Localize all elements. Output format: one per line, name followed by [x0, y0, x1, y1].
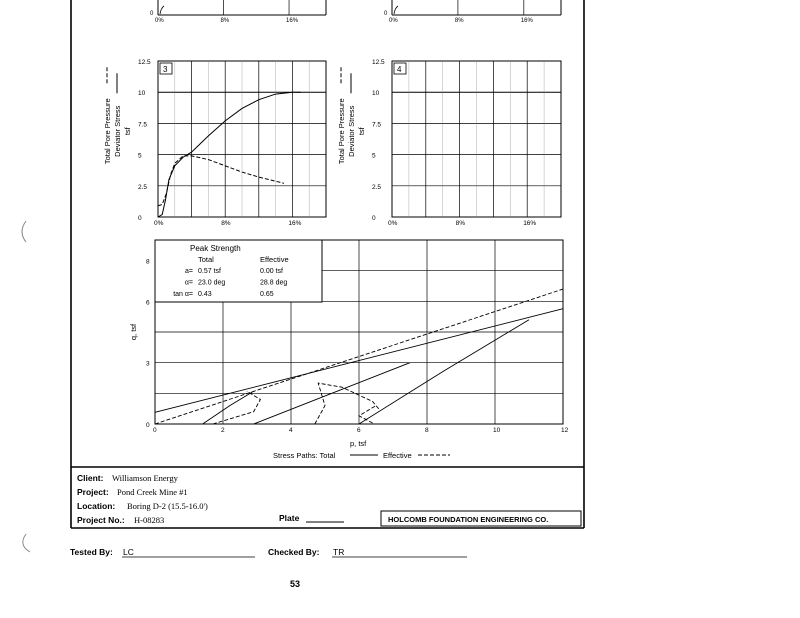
- x-tick-label: 8%: [455, 220, 466, 227]
- y-tick-label: 10: [138, 90, 146, 98]
- plate-label: Plate: [279, 513, 300, 523]
- x-tick-label: 0%: [388, 220, 398, 227]
- tested-by-value: LC: [123, 547, 134, 557]
- scan-mark: [22, 221, 26, 242]
- peak-strength-col-effective: Effective: [260, 255, 289, 264]
- top-panel-x-tick: 16%: [286, 18, 299, 24]
- scan-marks: [22, 221, 30, 552]
- x-tick-label: 0: [153, 427, 157, 434]
- y-tick-label: 0: [372, 215, 376, 222]
- y-tick-label: 10: [372, 90, 380, 98]
- peak-strength-row-effective: 0.00 tsf: [260, 268, 283, 275]
- top-panel-y-zero: 0: [384, 11, 388, 17]
- y-tick-label: 6: [146, 299, 150, 307]
- scan-mark: [23, 534, 30, 552]
- y-tick-label: 7.5: [372, 121, 382, 129]
- peak-strength-row-total: 0.43: [198, 291, 212, 298]
- x-tick-label: 16%: [288, 220, 302, 227]
- y-axis-label-pore: Total Pore Pressure: [337, 98, 346, 165]
- top-panels: [150, 0, 561, 24]
- x-tick-label: 8: [425, 427, 429, 434]
- company-name: HOLCOMB FOUNDATION ENGINEERING CO.: [388, 515, 549, 524]
- y-tick-label: 3: [146, 360, 150, 368]
- peak-strength-row-label: a=: [185, 268, 193, 275]
- top-panel-x-tick: 0%: [389, 18, 398, 24]
- stress-path-chart: [129, 240, 569, 460]
- info-block: [77, 473, 581, 526]
- page-number: 53: [290, 579, 301, 589]
- peak-strength-row-label: α=: [184, 279, 193, 287]
- peak-strength-row-label: tan α=: [173, 291, 193, 298]
- info-value: H-08283: [134, 515, 165, 525]
- checked-by-value: TR: [333, 547, 345, 557]
- y-tick-label: 5: [138, 152, 142, 160]
- peak-strength-row-total: 23.0 deg: [198, 279, 226, 287]
- peak-strength-title: Peak Strength: [190, 244, 241, 253]
- info-label: Project:: [77, 487, 109, 497]
- peak-strength-col-total: Total: [198, 255, 214, 264]
- y-axis-label-unit: tsf: [357, 127, 366, 136]
- y-tick-label: 7.5: [138, 121, 148, 129]
- info-label: Location:: [77, 501, 116, 511]
- stress-path-dashed: [315, 383, 380, 424]
- x-tick-label: 0%: [154, 220, 164, 227]
- y-tick-label: 2.5: [138, 183, 148, 191]
- peak-strength-row-effective: 0.65: [260, 291, 274, 298]
- peak-strength-row-total: 0.57 tsf: [198, 268, 221, 275]
- top-panel-x-tick: 0%: [155, 18, 164, 24]
- top-panel-x-tick: 8%: [220, 18, 230, 24]
- y-axis-label: q, tsf: [129, 323, 138, 341]
- y-tick-label: 8: [146, 258, 150, 266]
- y-tick-label: 2.5: [372, 183, 382, 191]
- x-tick-label: 8%: [221, 220, 231, 227]
- x-axis-label: p, tsf: [350, 439, 367, 448]
- checked-by-label: Checked By:: [268, 547, 320, 557]
- y-tick-label: 5: [372, 152, 376, 160]
- panel-tag-text: 3: [163, 65, 168, 74]
- info-value: Pond Creek Mine #1: [117, 487, 188, 497]
- y-tick-label: 12.5: [372, 59, 385, 66]
- x-tick-label: 16%: [523, 220, 537, 227]
- legend-effective-text: Effective: [383, 451, 412, 460]
- peak-strength-row-effective: 28.8 deg: [260, 279, 288, 287]
- y-axis-label-unit: tsf: [123, 127, 132, 136]
- info-label: Client:: [77, 473, 104, 483]
- y-axis-label-pore: Total Pore Pressure: [103, 98, 112, 165]
- stress-path-solid: [359, 320, 529, 424]
- stress-path-dashed: [359, 406, 376, 423]
- legend-text: Stress Paths: Total: [273, 451, 336, 460]
- y-axis-label-deviator: Deviator Stress: [347, 105, 356, 157]
- x-tick-label: 6: [357, 427, 361, 434]
- top-panel-y-zero: 0: [150, 11, 154, 17]
- footer: [70, 547, 467, 589]
- x-tick-label: 4: [289, 427, 293, 434]
- x-tick-label: 12: [561, 427, 569, 434]
- y-tick-label: 0: [146, 422, 150, 429]
- panel-3-chart: [103, 59, 326, 227]
- x-tick-label: 10: [493, 427, 501, 434]
- y-axis-label-deviator: Deviator Stress: [113, 105, 122, 157]
- panel-tag-text: 4: [397, 65, 402, 74]
- tested-by-label: Tested By:: [70, 547, 113, 557]
- info-label: Project No.:: [77, 515, 125, 525]
- stress-path-solid: [203, 391, 254, 424]
- info-value: Williamson Energy: [112, 473, 178, 483]
- top-panel-curve: [160, 6, 164, 14]
- top-panel-x-tick: 8%: [454, 18, 464, 24]
- y-tick-label: 12.5: [138, 59, 151, 66]
- x-tick-label: 2: [221, 427, 225, 434]
- info-value: Boring D-2 (15.5-16.0'): [127, 501, 208, 511]
- y-tick-label: 0: [138, 215, 142, 222]
- top-panel-curve: [394, 6, 398, 14]
- panel-4-chart: [337, 59, 561, 227]
- top-panel-x-tick: 16%: [520, 18, 533, 24]
